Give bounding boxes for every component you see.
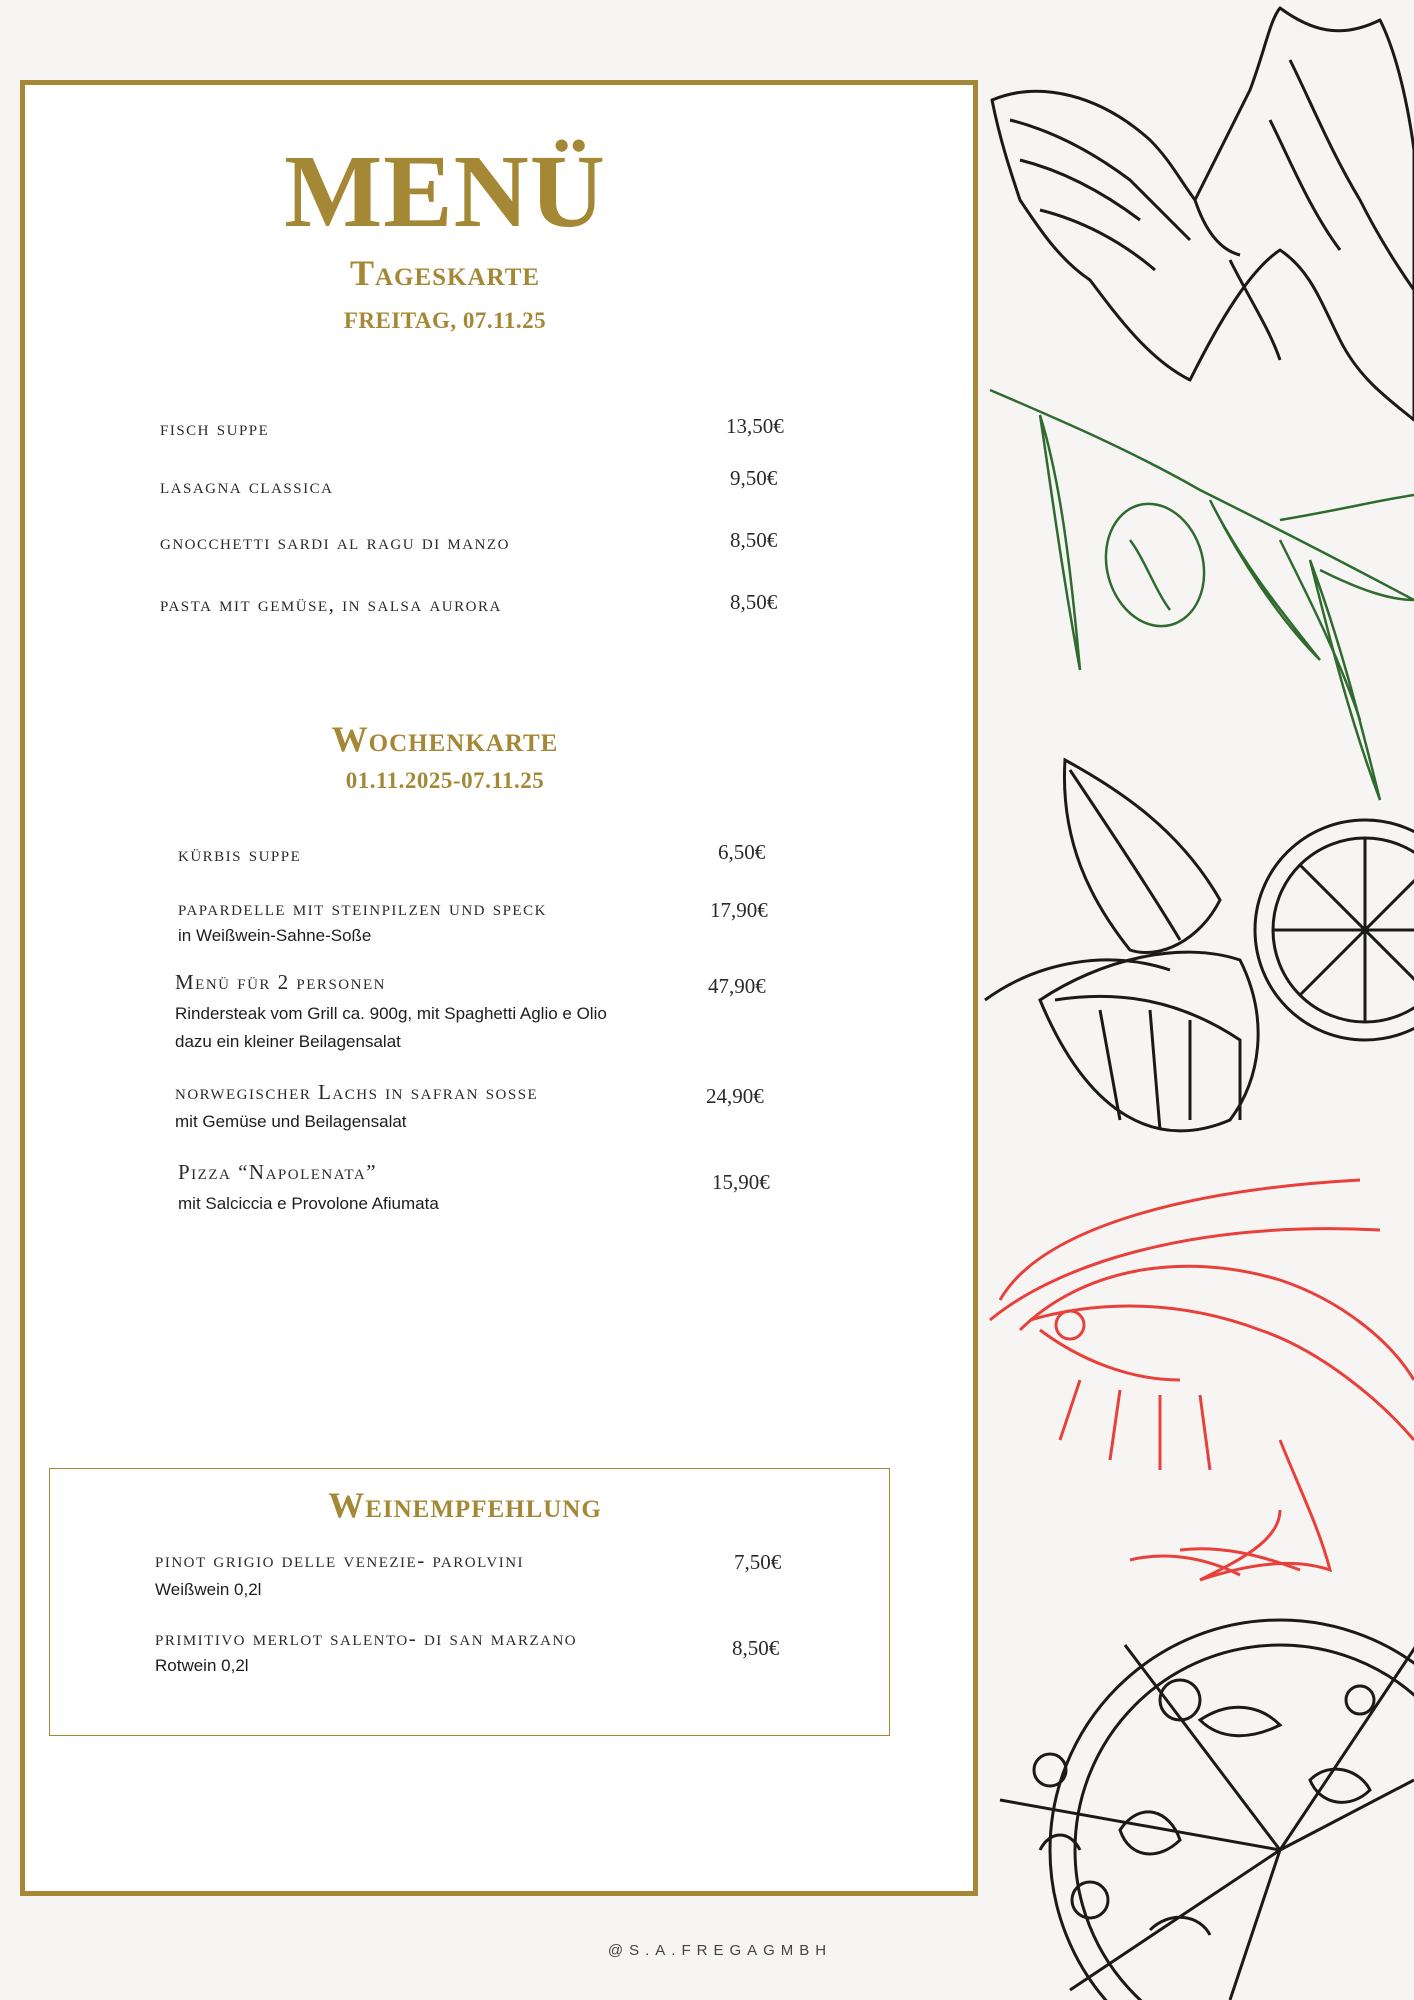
weekly-item-name: Menü für 2 personen xyxy=(175,970,386,994)
farfalle-pasta-icon xyxy=(992,8,1414,420)
daily-item-name: gnocchetti sardi al ragu di manzo xyxy=(160,530,510,554)
wine-item-name: pinot grigio delle venezie- parolvini xyxy=(155,1548,525,1572)
weekly-item-description: Rindersteak vom Grill ca. 900g, mit Spaghetti Aglio e Olio xyxy=(175,1004,607,1023)
daily-item-name: pasta mit gemüse, in salsa aurora xyxy=(160,592,502,616)
wine-item-price: 8,50€ xyxy=(732,1636,780,1660)
weekly-item-price: 17,90€ xyxy=(710,898,768,922)
daily-item-price: 13,50€ xyxy=(726,414,784,438)
wochenkarte-dates: 01.11.2025-07.11.25 xyxy=(345,768,545,793)
daily-item-name: fisch suppe xyxy=(160,416,270,440)
pizza-icon xyxy=(1000,1620,1414,2000)
wine-item-name: primitivo merlot salento- di san marzano xyxy=(155,1626,578,1650)
weekly-item-price: 15,90€ xyxy=(712,1170,770,1194)
lemon-icon xyxy=(985,760,1414,1131)
daily-item-price: 8,50€ xyxy=(730,528,778,552)
shrimp-icon xyxy=(990,1180,1414,1580)
weekly-item-description: dazu ein kleiner Beilagensalat xyxy=(175,1032,401,1051)
weekly-item-price: 24,90€ xyxy=(706,1084,764,1108)
wine-item-description: Rotwein 0,2l xyxy=(155,1656,249,1675)
wine-heading: Weinempfehlung xyxy=(328,1485,602,1525)
tageskarte-date: FREITAG, 07.11.25 xyxy=(343,308,547,333)
wochenkarte-heading: Wochenkarte xyxy=(331,719,559,759)
olive-branch-icon xyxy=(990,390,1414,800)
weekly-item-name: papardelle mit steinpilzen und speck xyxy=(178,896,547,920)
weekly-item-description: mit Salciccia e Provolone Afiumata xyxy=(178,1194,439,1213)
wine-item-price: 7,50€ xyxy=(734,1550,782,1574)
wine-item-description: Weißwein 0,2l xyxy=(155,1580,262,1599)
daily-item-name: lasagna classica xyxy=(160,474,334,498)
daily-item-price: 8,50€ xyxy=(730,590,778,614)
social-handle: @S.A.FREGAGMBH xyxy=(607,1942,833,1959)
weekly-item-description: mit Gemüse und Beilagensalat xyxy=(175,1112,407,1131)
tageskarte-heading: Tageskarte xyxy=(349,253,541,293)
daily-item-price: 9,50€ xyxy=(730,466,778,490)
weekly-item-name: norwegischer Lachs in safran sosse xyxy=(175,1080,539,1104)
weekly-item-name: kürbis suppe xyxy=(178,842,302,866)
weekly-item-price: 6,50€ xyxy=(718,840,766,864)
weekly-item-price: 47,90€ xyxy=(708,974,766,998)
weekly-item-name: Pizza “Napolenata” xyxy=(178,1160,378,1184)
food-illustrations xyxy=(980,0,1414,2000)
menu-title: MENÜ xyxy=(284,134,606,249)
weekly-item-description: in Weißwein-Sahne-Soße xyxy=(178,926,372,945)
